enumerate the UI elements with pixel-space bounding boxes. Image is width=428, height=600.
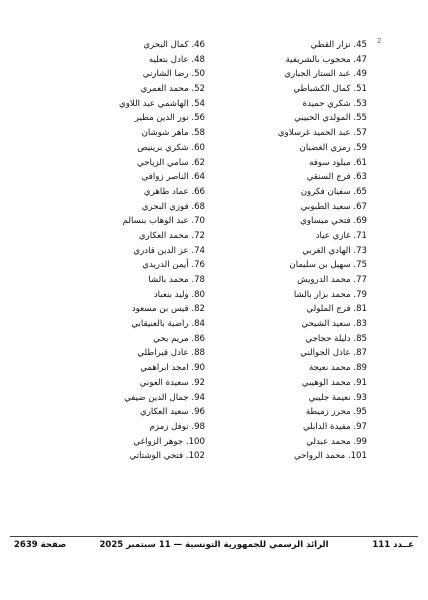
list-item: 51. كمال الكشباطي [293,84,367,95]
names-column-left [75,38,205,464]
list-item: 63. فرج السنقي [306,172,367,183]
list-item: 84. راضية بالعنيقابي [131,319,205,330]
list-item: 49. عبد الستار الجباري [284,69,367,80]
list-item: 50. رضا الشارني [142,69,205,80]
page-mark: 2 [377,37,382,45]
issue-number: عــدد 111 [372,540,414,550]
list-item: 59. رمزي الغضبان [299,142,367,153]
list-item: 99. محمد عبدلي [306,436,367,447]
list-item: 53. شكري حميدة [302,98,367,109]
list-item: 61. ميلود سوفه [309,157,367,168]
list-item: 90. امجد ابراهمي [140,363,205,374]
list-item: 66. عماد طاهري [143,186,205,197]
list-item: 82. قيس بن مسعود [131,304,205,315]
list-item: 77. محمد الدرويش [297,275,367,285]
list-item: 69. فتحي ميساوي [300,216,367,227]
list-item: 97. مفيدة الدابلي [303,421,367,432]
page-footer [14,540,414,554]
list-item: 83. سعيد الشيحي [301,319,367,330]
list-item: 93. نعيمة جليبي [308,392,367,403]
list-item: 65. سفيان فكرون [300,186,367,197]
list-item: 55. المولدي الحبيبي [294,113,367,124]
list-item: 85. دليلة حجاجي [305,333,367,344]
list-item: 67. سعيد الطبوبي [300,201,367,212]
list-item: 81. فرج الملولي [306,304,367,315]
list-item: 86. مريم يحي [153,333,205,344]
list-item: 95. محرز زميطة [305,407,367,418]
list-item: 48. عادل بتعليه [148,54,205,65]
list-item: 58. ماهر شوشان [141,128,205,139]
page-number: صفحة 2639 [14,540,67,550]
list-item: 79. محمد بزار بالشا [293,289,367,300]
names-column-right [237,38,367,464]
list-item: 75. سهيل بن سليمان [289,260,367,271]
list-item: 68. فوزي البحري [141,201,205,212]
list-item: 101. محمد الرواحي [294,451,367,462]
list-item: 98. نوفل زمزم [149,421,205,432]
list-item: 64. الناصر زوافي [141,172,205,183]
list-item: 70. عبد الوهاب بنسالم [122,216,205,227]
list-item: 94. جمال الدين ضيفي [124,392,205,403]
list-item: 56. نور الدين مطير [134,113,205,124]
list-item: 62. سامي الزياحي [137,157,205,168]
list-item: 60. شكري برينيص [137,142,205,153]
footer-divider [10,536,418,537]
list-item: 54. الهاشمي عبد اللاوي [118,98,205,109]
list-item: 71. غازي عياد [315,230,367,241]
list-item: 73. الهادي الغربي [302,245,367,256]
list-item: 74. عز الدين قادري [133,245,205,256]
list-item: 46. كمال البحري [143,40,205,50]
list-item: 92. سعيدة العوني [139,377,205,388]
gazette-title: الرائد الرسمي للجمهورية التونسية — 11 سبتمبر 2025 [99,540,329,550]
list-item: 80. وليد بنعباد [153,289,205,300]
list-item: 57. عبد الحميد غرسلاوي [277,128,367,139]
list-item: 96. سعيد العكاري [140,407,205,418]
list-item: 100. جوهر الزواغي [133,436,205,447]
list-item: 78. محمد بالشا [148,275,205,285]
list-item: 72. محمد العكاري [138,230,205,241]
list-item: 91. محمد الوهيبي [301,377,367,388]
list-item: 47. محجوب بالشريفية [285,54,367,65]
list-item: 87. عادل الجوالني [300,348,367,359]
list-item: 88. عادل قيراطلي [137,348,205,359]
list-item: 89. محمد نعيجة [308,363,367,374]
list-item: 45. نزار القطي [310,40,367,50]
list-item: 52. محمد العمري [140,84,205,95]
list-item: 76. أيمن الدريدي [142,260,205,271]
list-item: 102. فتحي الوشتاتي [129,451,205,462]
